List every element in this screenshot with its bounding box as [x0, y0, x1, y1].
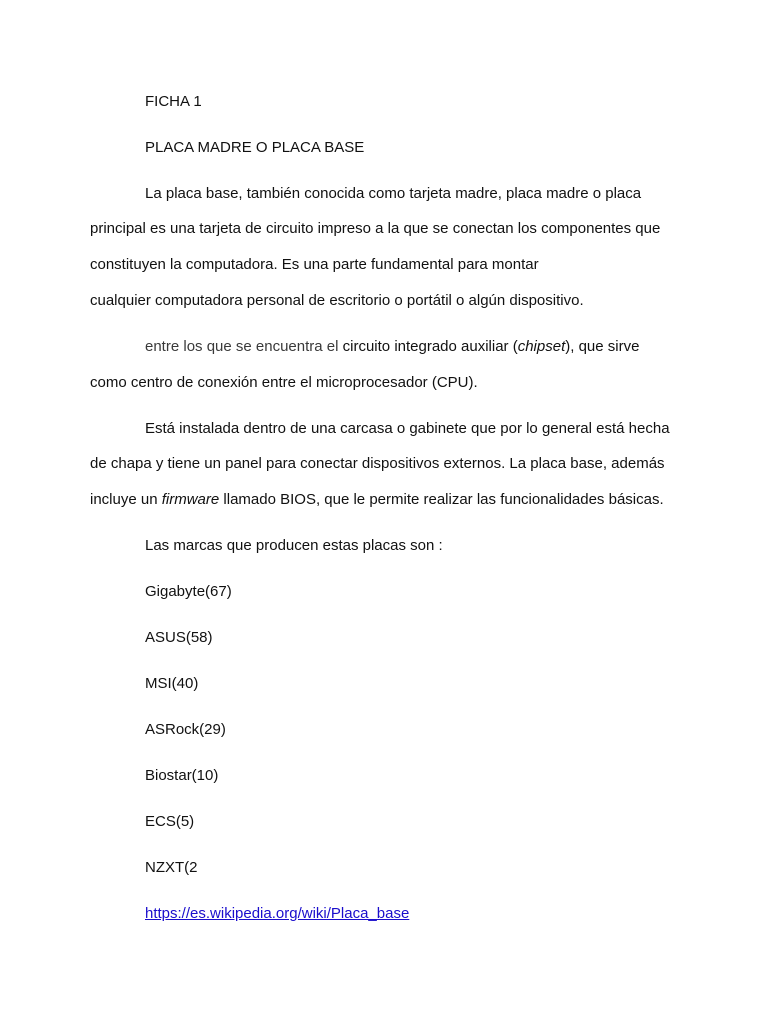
wikipedia-link[interactable]: https://es.wikipedia.org/wiki/Placa_base — [145, 905, 410, 922]
paragraph-3-prefix: incluye un — [90, 491, 162, 508]
document-heading: FICHA 1 — [145, 93, 202, 110]
paragraph-2-middle: circuito integrado auxiliar ( — [338, 338, 518, 355]
paragraph-1-line-2: principal es una tarjeta de circuito impreso a la que se conectan los componentes que — [90, 220, 661, 237]
brands-intro: Las marcas que producen estas placas son : — [145, 537, 443, 554]
brand-item: NZXT(2 — [145, 859, 198, 876]
paragraph-3-line-3 — [90, 491, 664, 509]
paragraph-3-suffix: llamado BIOS, que le permite realizar las funcionalidades básicas. — [219, 491, 664, 508]
paragraph-2-prefix: entre los que se encuentra el — [145, 338, 339, 355]
paragraph-2-line-1 — [145, 338, 639, 356]
brand-item: ASRock(29) — [145, 721, 226, 738]
paragraph-1-line-3: constituyen la computadora. Es una parte fundamental para montar — [90, 256, 539, 273]
brand-item: ASUS(58) — [145, 629, 213, 646]
paragraph-2-line-2: como centro de conexión entre el microprocesador (CPU). — [90, 374, 478, 391]
paragraph-2-suffix: ), que sirve — [565, 338, 640, 355]
paragraph-3-line-2: de chapa y tiene un panel para conectar dispositivos externos. La placa base, además — [90, 455, 665, 472]
paragraph-3-line-1: Está instalada dentro de una carcasa o gabinete que por lo general está hecha — [145, 420, 670, 437]
paragraph-1-line-4: cualquier computadora personal de escritorio o portátil o algún dispositivo. — [90, 292, 584, 309]
brand-item: MSI(40) — [145, 675, 199, 692]
document-title: PLACA MADRE O PLACA BASE — [145, 139, 365, 156]
brand-item: Biostar(10) — [145, 767, 219, 784]
paragraph-1-line-1: La placa base, también conocida como tarjeta madre, placa madre o placa — [145, 185, 642, 202]
brand-item: ECS(5) — [145, 813, 195, 830]
firmware-term: firmware — [161, 491, 220, 508]
chipset-term: chipset — [517, 338, 566, 355]
brand-item: Gigabyte(67) — [145, 583, 232, 600]
